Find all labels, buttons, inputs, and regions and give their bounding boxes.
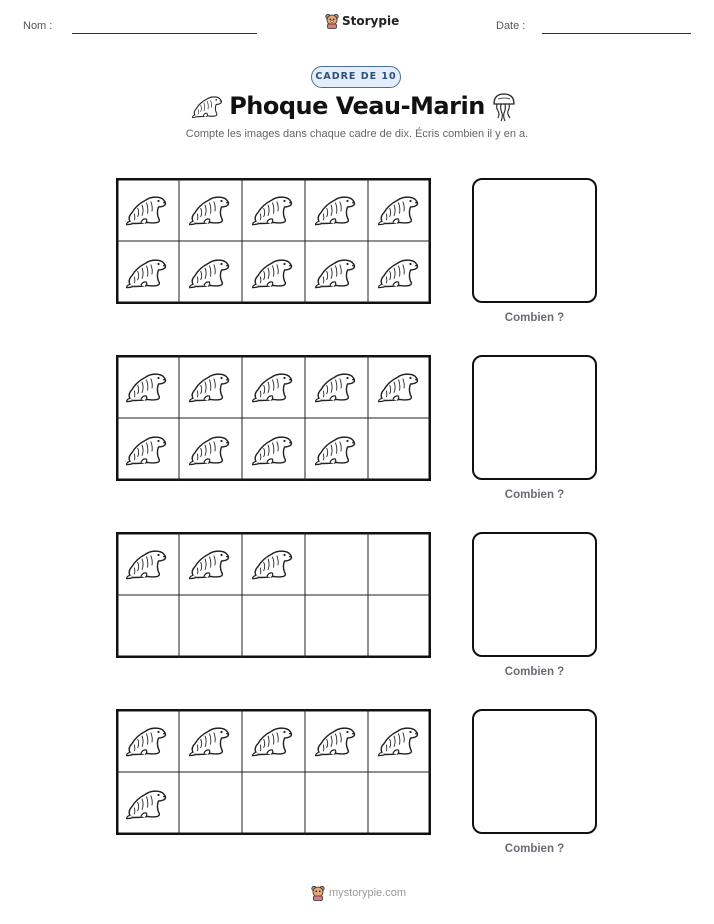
answer-box[interactable]: [472, 709, 597, 834]
name-label: Nom :: [23, 20, 53, 32]
page-title: Phoque Veau-Marin: [229, 92, 485, 120]
brand-name: Storypie: [342, 14, 400, 28]
jellyfish-icon: [489, 91, 519, 123]
answer-label: Combien ?: [504, 312, 565, 324]
ten-frame: [116, 355, 431, 481]
name-field[interactable]: [72, 33, 257, 34]
brand-logo: [325, 13, 399, 29]
ten-frame: [116, 532, 431, 658]
answer-box[interactable]: [472, 178, 597, 303]
answer-label: Combien ?: [504, 843, 565, 855]
answer-box[interactable]: [472, 532, 597, 657]
footer-url: mystorypie.com: [329, 887, 407, 899]
answer-label: Combien ?: [504, 489, 565, 501]
bear-mascot-icon: [325, 13, 339, 29]
answer-label: Combien ?: [504, 666, 565, 678]
date-label: Date :: [496, 20, 526, 32]
worksheet-type-badge: CADRE DE 10: [311, 66, 401, 88]
bear-mascot-icon: [311, 885, 325, 901]
ten-frame: [116, 709, 431, 835]
answer-box[interactable]: [472, 355, 597, 480]
footer: [311, 885, 406, 901]
ten-frame: [116, 178, 431, 304]
instructions: Compte les images dans chaque cadre de dix. Écris combien il y en a.: [185, 128, 529, 140]
date-field[interactable]: [542, 33, 691, 34]
